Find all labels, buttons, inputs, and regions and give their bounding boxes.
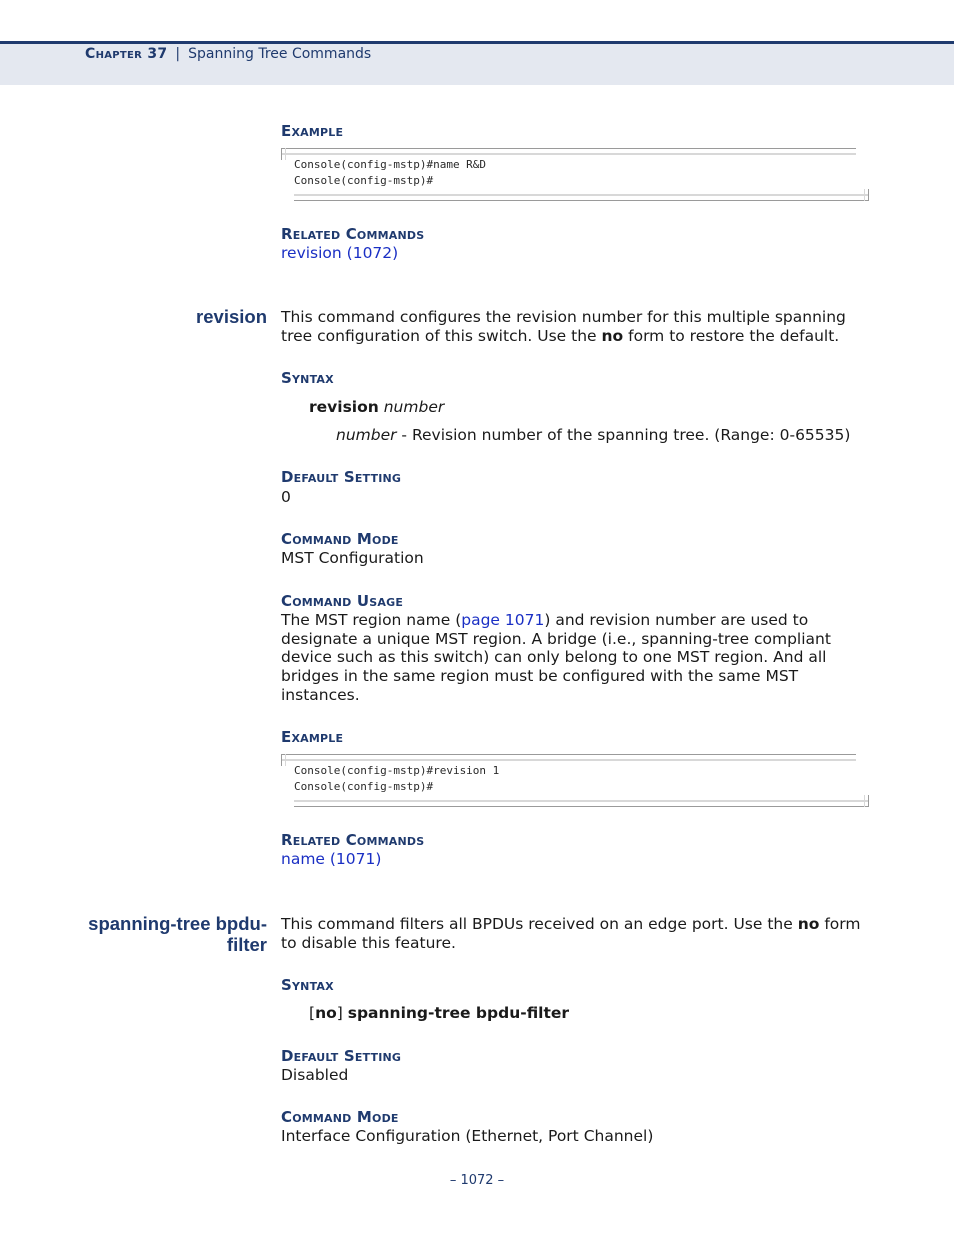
- page-reference-link[interactable]: page 1071: [461, 611, 545, 629]
- chapter-title: Spanning Tree Commands: [188, 46, 372, 62]
- default-setting-value: Disabled: [281, 1066, 349, 1084]
- command-title: revision: [196, 306, 267, 327]
- command-description: This command configures the revision number for this multiple spanning tree configuration of this switch. Use the no form to restore the default.: [281, 308, 846, 345]
- default-setting-value: 0: [281, 488, 291, 506]
- default-setting-heading: Default Setting: [281, 1047, 402, 1065]
- code-example-box: [281, 148, 869, 201]
- code-line: Console(config-mstp)#: [294, 173, 434, 187]
- command-mode-value: MST Configuration: [281, 549, 424, 567]
- related-commands-heading: Related Commands: [281, 831, 425, 849]
- command-usage-heading: Command Usage: [281, 592, 404, 610]
- code-line: Console(config-mstp)#revision 1: [294, 764, 500, 777]
- chapter-number: Chapter 37: [85, 46, 168, 62]
- code-line: Console(config-mstp)#: [294, 779, 434, 793]
- syntax-heading: Syntax: [281, 976, 334, 994]
- example-heading: Example: [281, 728, 344, 746]
- code-line: Console(config-mstp)#name R&D: [294, 158, 487, 171]
- header-separator: |: [175, 46, 181, 62]
- command-title: spanning-tree bpdu- filter: [88, 913, 267, 955]
- syntax-heading: Syntax: [281, 369, 334, 387]
- syntax-line: revision number: [309, 398, 445, 416]
- default-setting-heading: Default Setting: [281, 468, 402, 486]
- example-heading: Example: [281, 122, 344, 140]
- command-description: This command filters all BPDUs received on an edge port. Use the no form to disable this feature.: [281, 915, 861, 952]
- syntax-line: [no] spanning-tree bpdu-filter: [309, 1004, 570, 1022]
- code-block: [294, 157, 486, 188]
- command-mode-heading: Command Mode: [281, 1108, 399, 1126]
- page-number: – 1072 –: [449, 1173, 505, 1188]
- command-usage-text: The MST region name (page 1071) and revision number are used to designate a unique MST region. A bridge (i.e., spanning-tree compliant device such as this switch) can only belong to one MST region. And all bridges in the same region must be configured with the same MST instances.: [281, 611, 831, 704]
- chapter-header: [85, 46, 371, 62]
- code-example-box: [281, 754, 869, 807]
- parameter-description: number - Revision number of the spanning tree. (Range: 0-65535): [336, 426, 851, 444]
- related-command-link[interactable]: name (1071): [281, 850, 382, 868]
- code-block: [294, 763, 499, 794]
- related-commands-heading: Related Commands: [281, 225, 425, 243]
- related-command-link[interactable]: revision (1072): [281, 244, 399, 262]
- command-mode-heading: Command Mode: [281, 530, 399, 548]
- command-mode-value: Interface Configuration (Ethernet, Port Channel): [281, 1127, 654, 1145]
